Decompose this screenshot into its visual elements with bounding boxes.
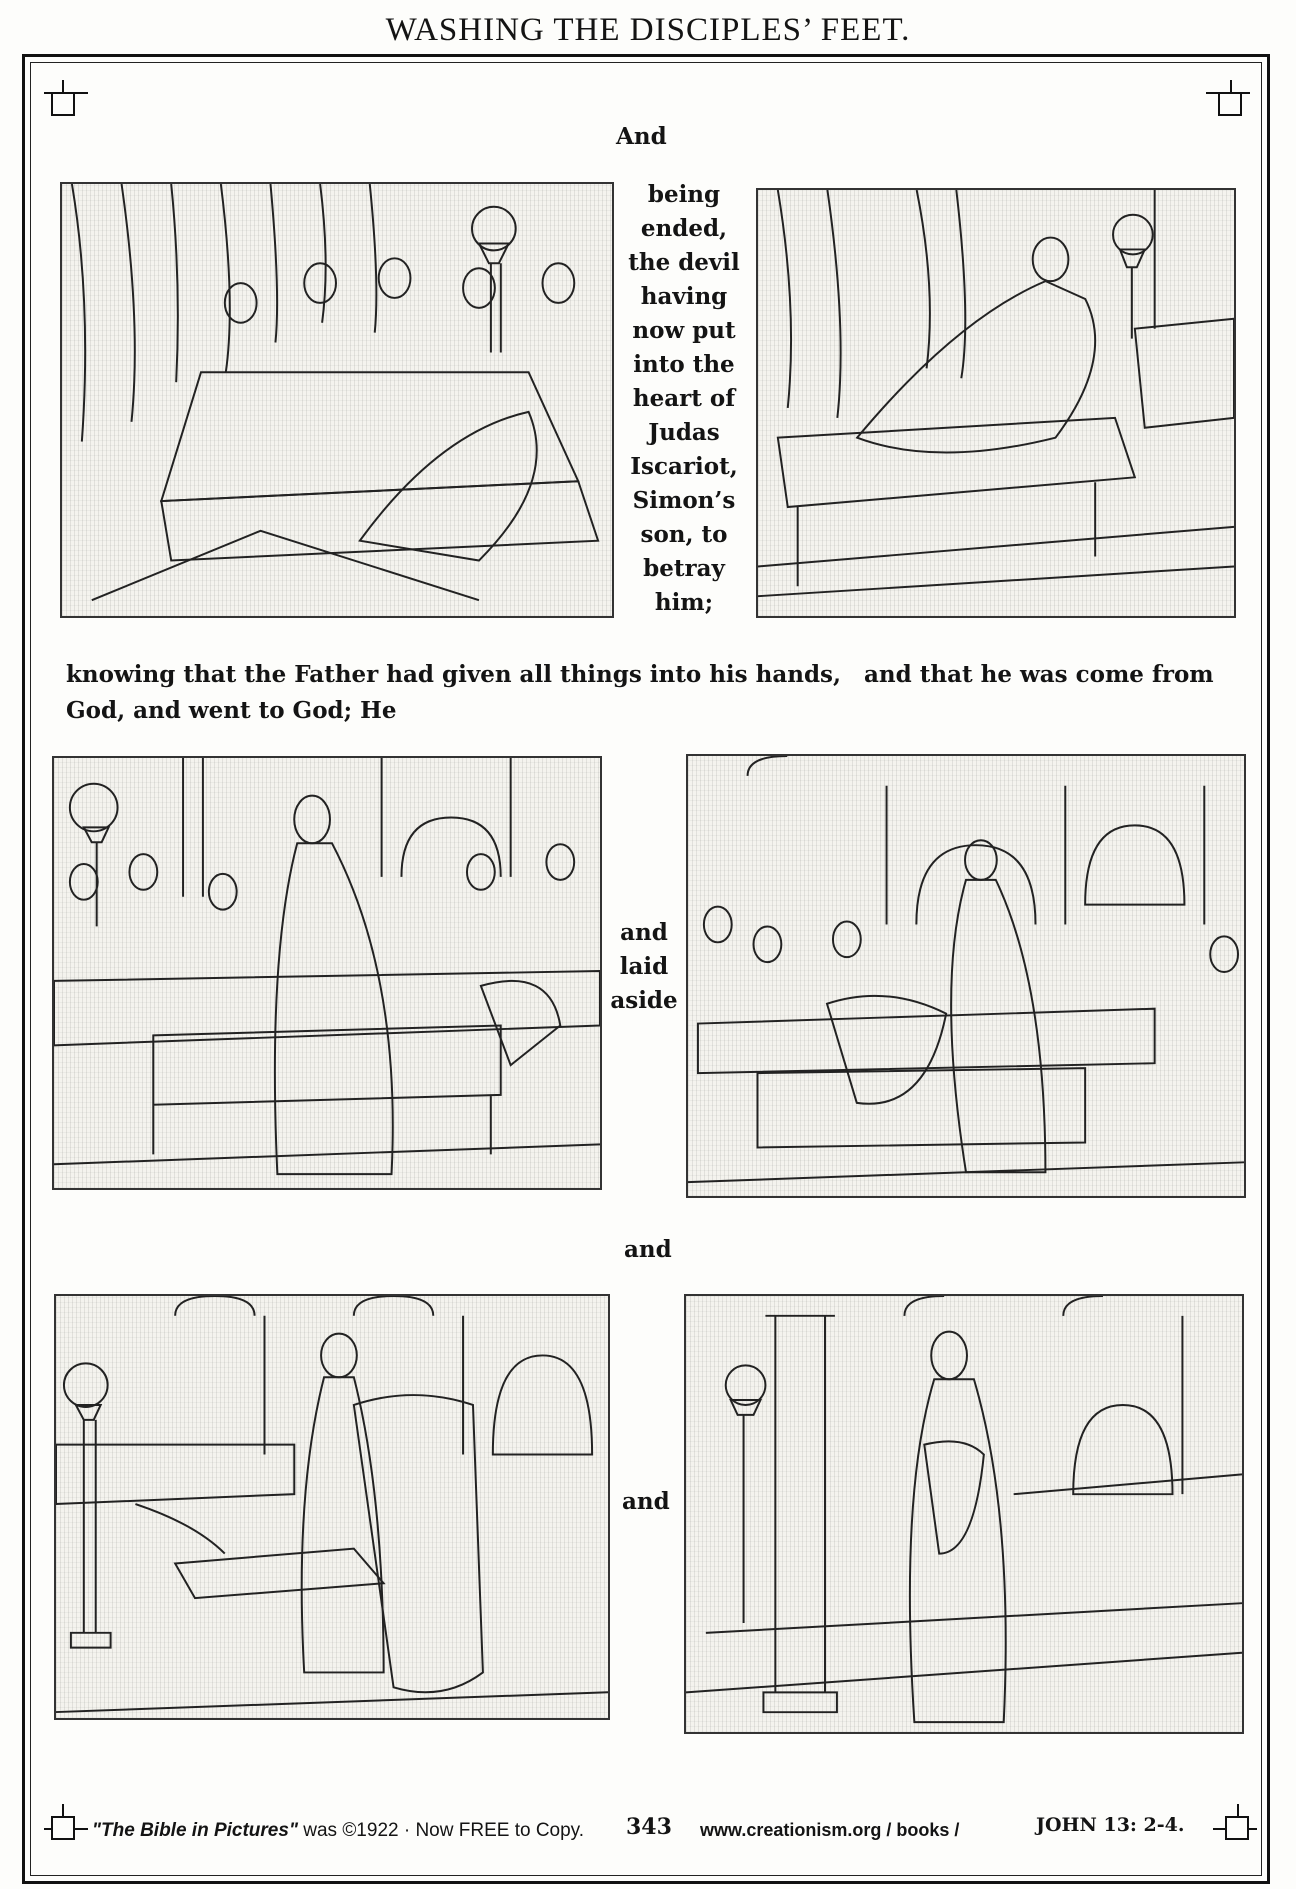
engraving-judas-scene bbox=[758, 190, 1234, 616]
engraving-girding-towel bbox=[686, 1296, 1242, 1732]
page-title: WASHING THE DISCIPLES’ FEET. bbox=[385, 12, 911, 48]
illustration-panel-1 bbox=[60, 182, 614, 618]
verse-line: Judas bbox=[648, 419, 720, 446]
verse-word-and-center: and bbox=[624, 1236, 672, 1263]
footer-book-title: "The Bible in Pictures" bbox=[92, 1820, 298, 1841]
verse-paragraph: knowing that the Father had given all things into his hands, and that he was come from God, and went to God; He bbox=[66, 661, 1214, 724]
footer-was: was bbox=[303, 1820, 338, 1841]
illustration-panel-4 bbox=[686, 754, 1246, 1198]
verse-line: into the bbox=[633, 351, 735, 378]
verse-line: the devil bbox=[628, 249, 740, 276]
verse-line: now put bbox=[632, 317, 736, 344]
scripture-reference: JOHN 13: 2-4. bbox=[1036, 1814, 1185, 1836]
verse-column bbox=[620, 178, 748, 620]
engraving-jesus-standing bbox=[54, 758, 600, 1188]
verse-line: and bbox=[620, 919, 668, 946]
engraving-holding-garment bbox=[56, 1296, 608, 1718]
verse-line: having bbox=[640, 283, 728, 310]
verse-line: laid bbox=[619, 953, 669, 980]
corner-ornament-top-left bbox=[51, 92, 75, 116]
verse-word-and: And bbox=[616, 123, 667, 150]
verse-line: son, to bbox=[640, 521, 728, 548]
verse-line: betray bbox=[643, 555, 725, 582]
page-number: 343 bbox=[626, 1814, 672, 1840]
verse-line: Iscariot, bbox=[630, 453, 738, 480]
corner-ornament-bottom-right bbox=[1225, 1816, 1249, 1840]
verse-line: aside bbox=[610, 987, 678, 1014]
verse-word-and-right: and bbox=[622, 1488, 670, 1515]
verse-line: Simon’s bbox=[632, 487, 736, 514]
engraving-supper-scene bbox=[62, 184, 612, 616]
footer-copyright: ©1922 · Now FREE to Copy. bbox=[342, 1820, 585, 1841]
verse-line: heart of bbox=[632, 385, 736, 412]
illustration-panel-6 bbox=[684, 1294, 1244, 1734]
footer-url[interactable]: www.creationism.org / books / bbox=[700, 1820, 960, 1840]
corner-ornament-top-right bbox=[1218, 92, 1242, 116]
illustration-panel-3 bbox=[52, 756, 602, 1190]
illustration-panel-5 bbox=[54, 1294, 610, 1720]
verse-stack-laid-aside bbox=[604, 916, 684, 1018]
illustration-panel-2 bbox=[756, 188, 1236, 618]
footer-credit bbox=[92, 1820, 584, 1842]
verse-line: ended, bbox=[640, 215, 728, 242]
corner-ornament-bottom-left bbox=[51, 1816, 75, 1840]
verse-line: him; bbox=[654, 589, 714, 616]
verse-line: being bbox=[647, 181, 721, 208]
engraving-laying-aside bbox=[688, 756, 1244, 1196]
